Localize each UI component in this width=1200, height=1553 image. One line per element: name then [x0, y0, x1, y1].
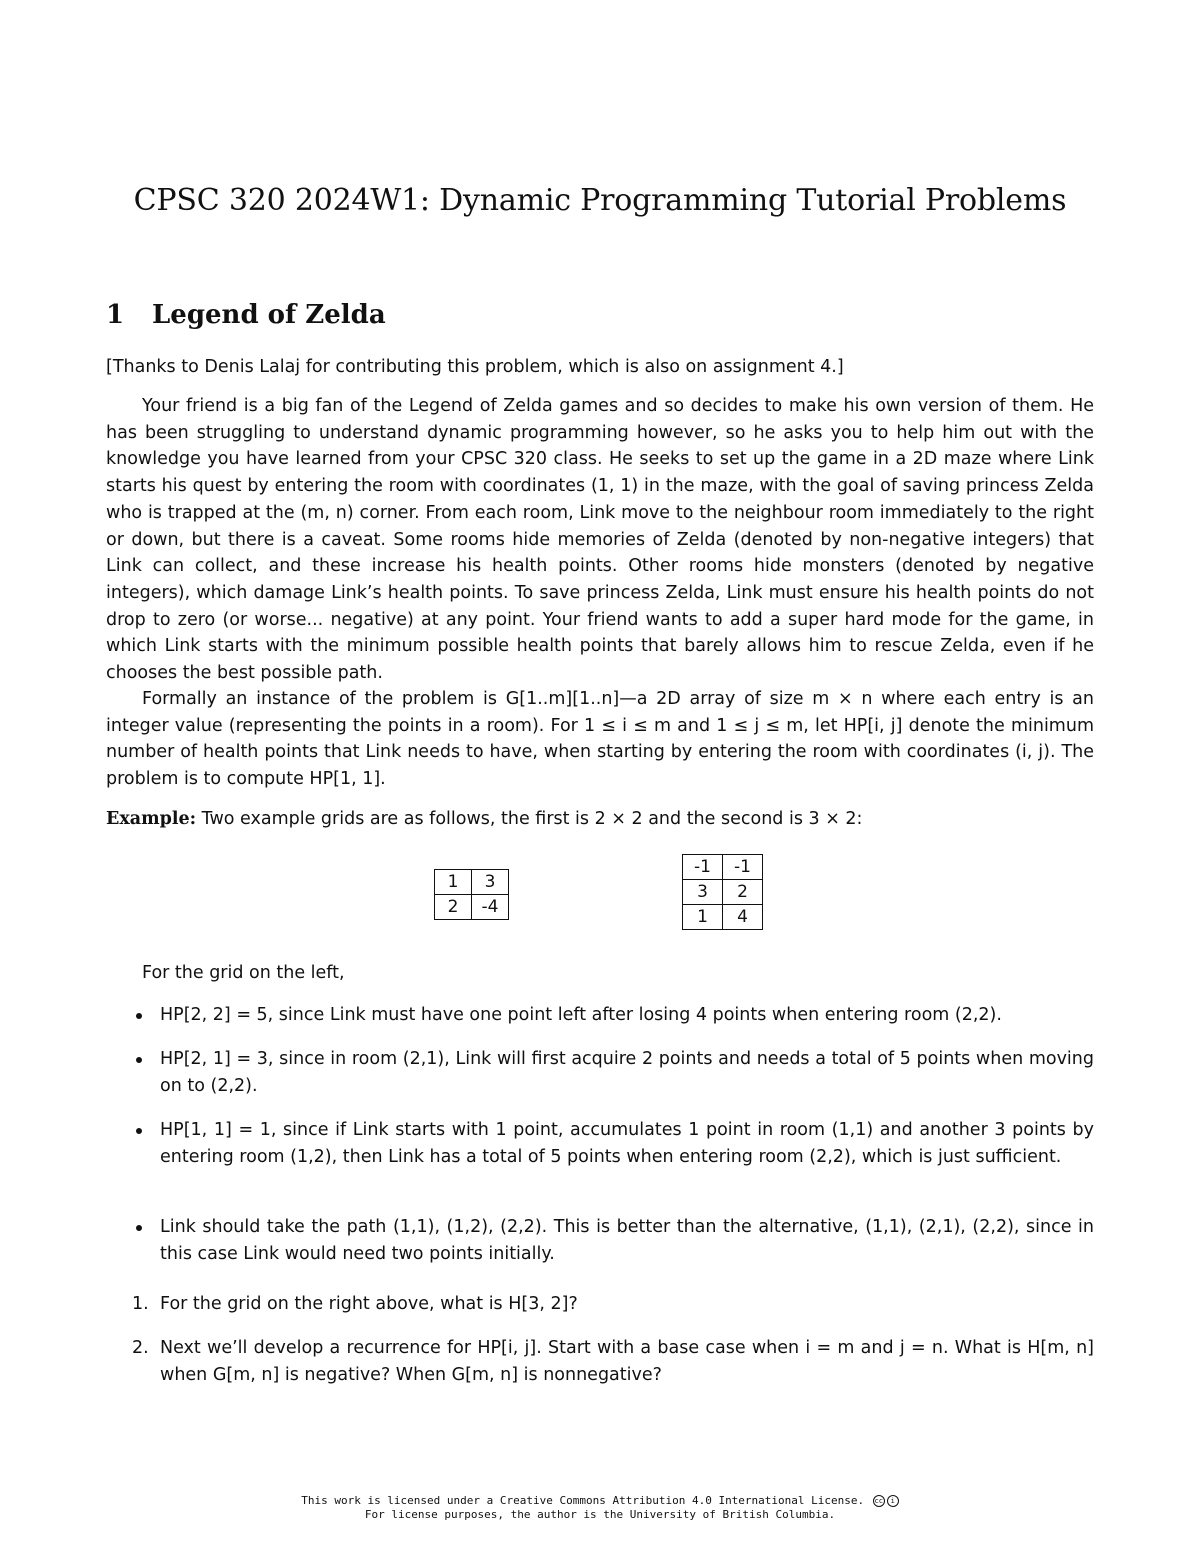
- problem-paragraph-2: Formally an instance of the problem is G[1..m][1..n]—a 2D array of size m × n where each entry is an integer value (representing the points in a room). For 1 ≤ i ≤ m and 1 ≤ j ≤ m, let HP[i, j] denote the minimum number of health points that Link needs to have, when starting by entering the room with coordinates (i, j). The problem is to compute HP[1, 1].: [106, 689, 1094, 790]
- problem-paragraph-1: Your friend is a big fan of the Legend of Zelda games and so decides to make his own version of them. He has been struggling to understand dynamic programming however, so he asks you to help him out with the knowledge you have learned from your CPSC 320 class. He seeks to set up the game in a 2D maze where Link starts his quest by entering the room with coordinates (1, 1) in the maze, with the goal of saving princess Zelda who is trapped at the (m, n) corner. From each room, Link move to the neighbour room immediately to the right or down, but there is a caveat. Some rooms hide memories of Zelda (denoted by non-negative integers) that Link can collect, and these increase his health points. Other rooms hide monsters (denoted by negative integers), which damage Link’s health points. To save princess Zelda, Link must ensure his health points do not drop to zero (or worse... negative) at any point. Your friend wants to add a super hard mode for the game, in which Link starts with the minimum possible health points that barely allows him to rescue Zelda, even if he chooses the best possible path.: [106, 396, 1094, 684]
- bullet-text: HP[2, 1] = 3, since in room (2,1), Link will first acquire 2 points and needs a total of 5 points when moving on to (2,2).: [160, 1049, 1094, 1096]
- grid-row: [435, 870, 509, 895]
- grid-explanation-intro: For the grid on the left,: [142, 963, 345, 983]
- bullet-dot: [136, 1225, 142, 1231]
- grid-cell: 3: [472, 870, 509, 895]
- question-text: For the grid on the right above, what is H[3, 2]?: [160, 1294, 578, 1314]
- grid-cell: 2: [435, 895, 472, 920]
- grid-row: [435, 895, 509, 920]
- bullet-dot: [136, 1057, 142, 1063]
- question-number: 2.: [132, 1338, 149, 1358]
- list-item: [106, 1117, 1094, 1170]
- list-item: [106, 1046, 1094, 1099]
- grid-row: [683, 905, 763, 930]
- section-title: Legend of Zelda: [152, 300, 386, 330]
- list-item: [106, 1002, 1094, 1029]
- cc-icon: cc: [874, 1497, 883, 1505]
- question-item: [106, 1335, 1094, 1388]
- bullet-text: HP[1, 1] = 1, since if Link starts with 1 point, accumulates 1 point in room (1,1) and another 3 points by entering room (1,2), then Link has a total of 5 points when entering room (2,2), which is just sufficient.: [160, 1120, 1094, 1167]
- license-line-1: [0, 1494, 1200, 1508]
- example-intro: [106, 806, 1094, 833]
- question-number: 1.: [132, 1294, 149, 1314]
- document-title: CPSC 320 2024W1: Dynamic Programming Tutorial Problems: [133, 183, 1067, 218]
- grid-left: [434, 869, 509, 920]
- grid-cell: -1: [723, 855, 763, 880]
- cc-by-icon: i: [887, 1495, 899, 1507]
- section-number: 1: [106, 300, 125, 330]
- acknowledgement: [Thanks to Denis Lalaj for contributing this problem, which is also on assignment 4.]: [106, 357, 844, 377]
- grid-cell: 4: [723, 905, 763, 930]
- license-line-2: For license purposes, the author is the University of British Columbia.: [364, 1508, 836, 1521]
- grid-cell: 2: [723, 880, 763, 905]
- question-text: Next we’ll develop a recurrence for HP[i, j]. Start with a base case when i = m and j = n. What is H[m, n] when G[m, n] is negative? When G[m, n] is nonnegative?: [160, 1338, 1094, 1385]
- grid-row: [683, 880, 763, 905]
- grid-right: [682, 854, 763, 930]
- grid-cell: 1: [683, 905, 723, 930]
- bullet-dot: [136, 1013, 142, 1019]
- license-text: This work is licensed under a Creative Commons Attribution 4.0 International License.: [301, 1494, 865, 1507]
- grid-row: [683, 855, 763, 880]
- bullet-text: Link should take the path (1,1), (1,2), (2,2). This is better than the alternative, (1,1), (2,1), (2,2), since in this case Link would need two points initially.: [160, 1217, 1094, 1264]
- grid-cell: -1: [683, 855, 723, 880]
- grid-cell: 1: [435, 870, 472, 895]
- license-footer: [0, 1494, 1200, 1522]
- list-item: [106, 1214, 1094, 1267]
- example-text: Two example grids are as follows, the first is 2 × 2 and the second is 3 × 2:: [196, 809, 863, 829]
- bullet-text: HP[2, 2] = 5, since Link must have one point left after losing 4 points when entering room (2,2).: [160, 1005, 1002, 1025]
- example-label: Example:: [106, 809, 197, 829]
- grid-cell: 3: [683, 880, 723, 905]
- question-item: [106, 1291, 1094, 1318]
- grid-cell: -4: [472, 895, 509, 920]
- bullet-dot: [136, 1128, 142, 1134]
- section-heading: [106, 300, 386, 330]
